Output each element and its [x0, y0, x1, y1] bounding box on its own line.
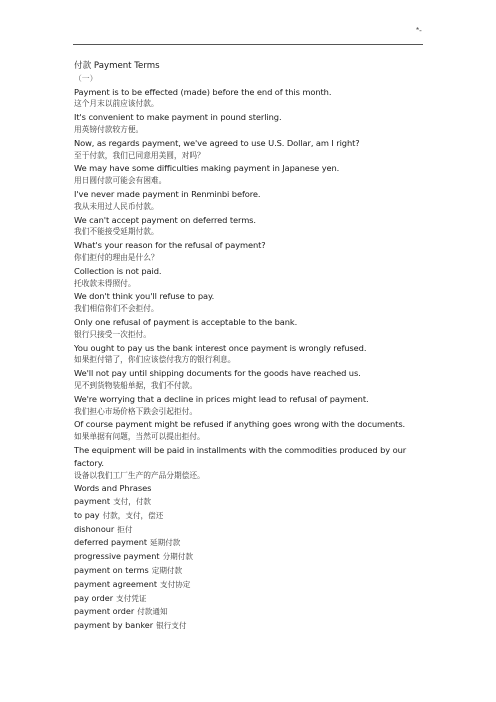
sentence-list: [74, 86, 424, 483]
sentence-en: What's your reason for the refusal of payment?: [74, 240, 266, 251]
sentence-en: Of course payment might be refused if anything goes wrong with the documents.: [74, 419, 406, 430]
term-item: [74, 605, 424, 619]
term-cn: 银行支付: [156, 621, 187, 631]
term-item: [74, 592, 424, 606]
term-en: dishonour: [74, 523, 115, 534]
term-item: [74, 550, 424, 564]
header-rule: [73, 44, 423, 45]
term-item: [74, 523, 424, 537]
sentence-en: Now, as regards payment, we've agreed to use U.S. Dollar, am I right?: [74, 137, 360, 148]
term-en: payment: [74, 496, 111, 507]
sentence-cn: 我们担心市场价格下跌会引起拒付。: [74, 406, 198, 416]
sentence-cn: 至于付款，我们已同意用美圆，对吗？: [74, 150, 205, 160]
term-item: [74, 619, 424, 633]
words-heading: Words and Phrases: [74, 483, 152, 494]
term-en: payment agreement: [74, 578, 158, 589]
term-en: payment order: [74, 606, 135, 617]
sentence-en: Payment is to be effected (made) before the end of this month.: [74, 86, 332, 97]
sentence-en: We're worrying that a decline in prices might lead to refusal of payment.: [74, 393, 369, 404]
document-body: [74, 60, 424, 633]
sentence-en: We can't accept payment on deferred terms.: [74, 214, 256, 225]
term-en: progressive payment: [74, 551, 160, 562]
term-cn: 定期付款: [151, 566, 183, 576]
term-item: [74, 564, 424, 578]
term-en: to pay: [74, 509, 100, 520]
sentence-cn: 托收款未得照付。: [74, 278, 136, 288]
sentence-cn: 用英镑付款较方便。: [74, 124, 144, 134]
term-cn: 付款，支付，偿还: [102, 510, 164, 520]
term-cn: 支付协定: [160, 579, 191, 589]
sentence-cn: 设备以我们工厂生产的产品分期偿还。: [74, 470, 205, 480]
sentence-en: The equipment will be paid in installments with the commodities produced by our factory.: [74, 444, 407, 468]
term-en: deferred payment: [74, 537, 148, 548]
section-title: 付款 Payment Terms: [74, 61, 160, 71]
sentence-cn: 如果单据有问题，当然可以提出拒付。: [74, 432, 205, 442]
sentence-cn: 用日圆付款可能会有困难。: [74, 176, 167, 186]
sentence-en: We don't think you'll refuse to pay.: [74, 291, 215, 302]
sentence-cn: 你们拒付的理由是什么？: [74, 252, 159, 262]
sentence-en: Only one refusal of payment is acceptable to the bank.: [74, 316, 298, 327]
sentence-cn: 这个月末以前应该付款。: [74, 99, 159, 109]
term-item: [74, 578, 424, 592]
sentence-cn: 我们相信你们不会拒付。: [74, 304, 159, 314]
term-en: payment on terms: [74, 565, 149, 576]
sentence-cn: 见不到货物装船单据，我们不付款。: [74, 380, 198, 390]
sentence-en: We may have some difficulties making payment in Japanese yen.: [74, 163, 340, 174]
term-item: [74, 536, 424, 550]
term-item: [74, 495, 424, 509]
term-list: [74, 495, 424, 633]
section-subtitle: （一）: [74, 73, 98, 83]
sentence-en: It's convenient to make payment in pound sterling.: [74, 112, 282, 123]
sentence-en: Collection is not paid.: [74, 265, 162, 276]
term-cn: 分期付款: [162, 552, 193, 562]
term-cn: 延期付款: [150, 538, 181, 548]
term-item: [74, 509, 424, 523]
term-cn: 付款通知: [137, 607, 168, 617]
sentence-cn: 银行只接受一次拒付。: [74, 329, 151, 339]
term-en: pay order: [74, 592, 114, 603]
sentence-en: I've never made payment in Renminbi before.: [74, 188, 261, 199]
sentence-en: You ought to pay us the bank interest once payment is wrongly refused.: [74, 342, 367, 353]
page-mark: *-: [416, 26, 422, 35]
sentence-cn: 我从未用过人民币付款。: [74, 201, 159, 211]
sentence-cn: 我们不能接受延期付款。: [74, 227, 159, 237]
term-cn: 拒付: [117, 524, 133, 534]
term-cn: 支付，付款: [113, 497, 152, 507]
sentence-cn: 如果拒付错了，你们应该偿付我方的银行利息。: [74, 355, 236, 365]
term-en: payment by banker: [74, 620, 154, 631]
sentence-en: We'll not pay until shipping documents for the goods have reached us.: [74, 368, 361, 379]
term-cn: 支付凭证: [116, 593, 147, 603]
